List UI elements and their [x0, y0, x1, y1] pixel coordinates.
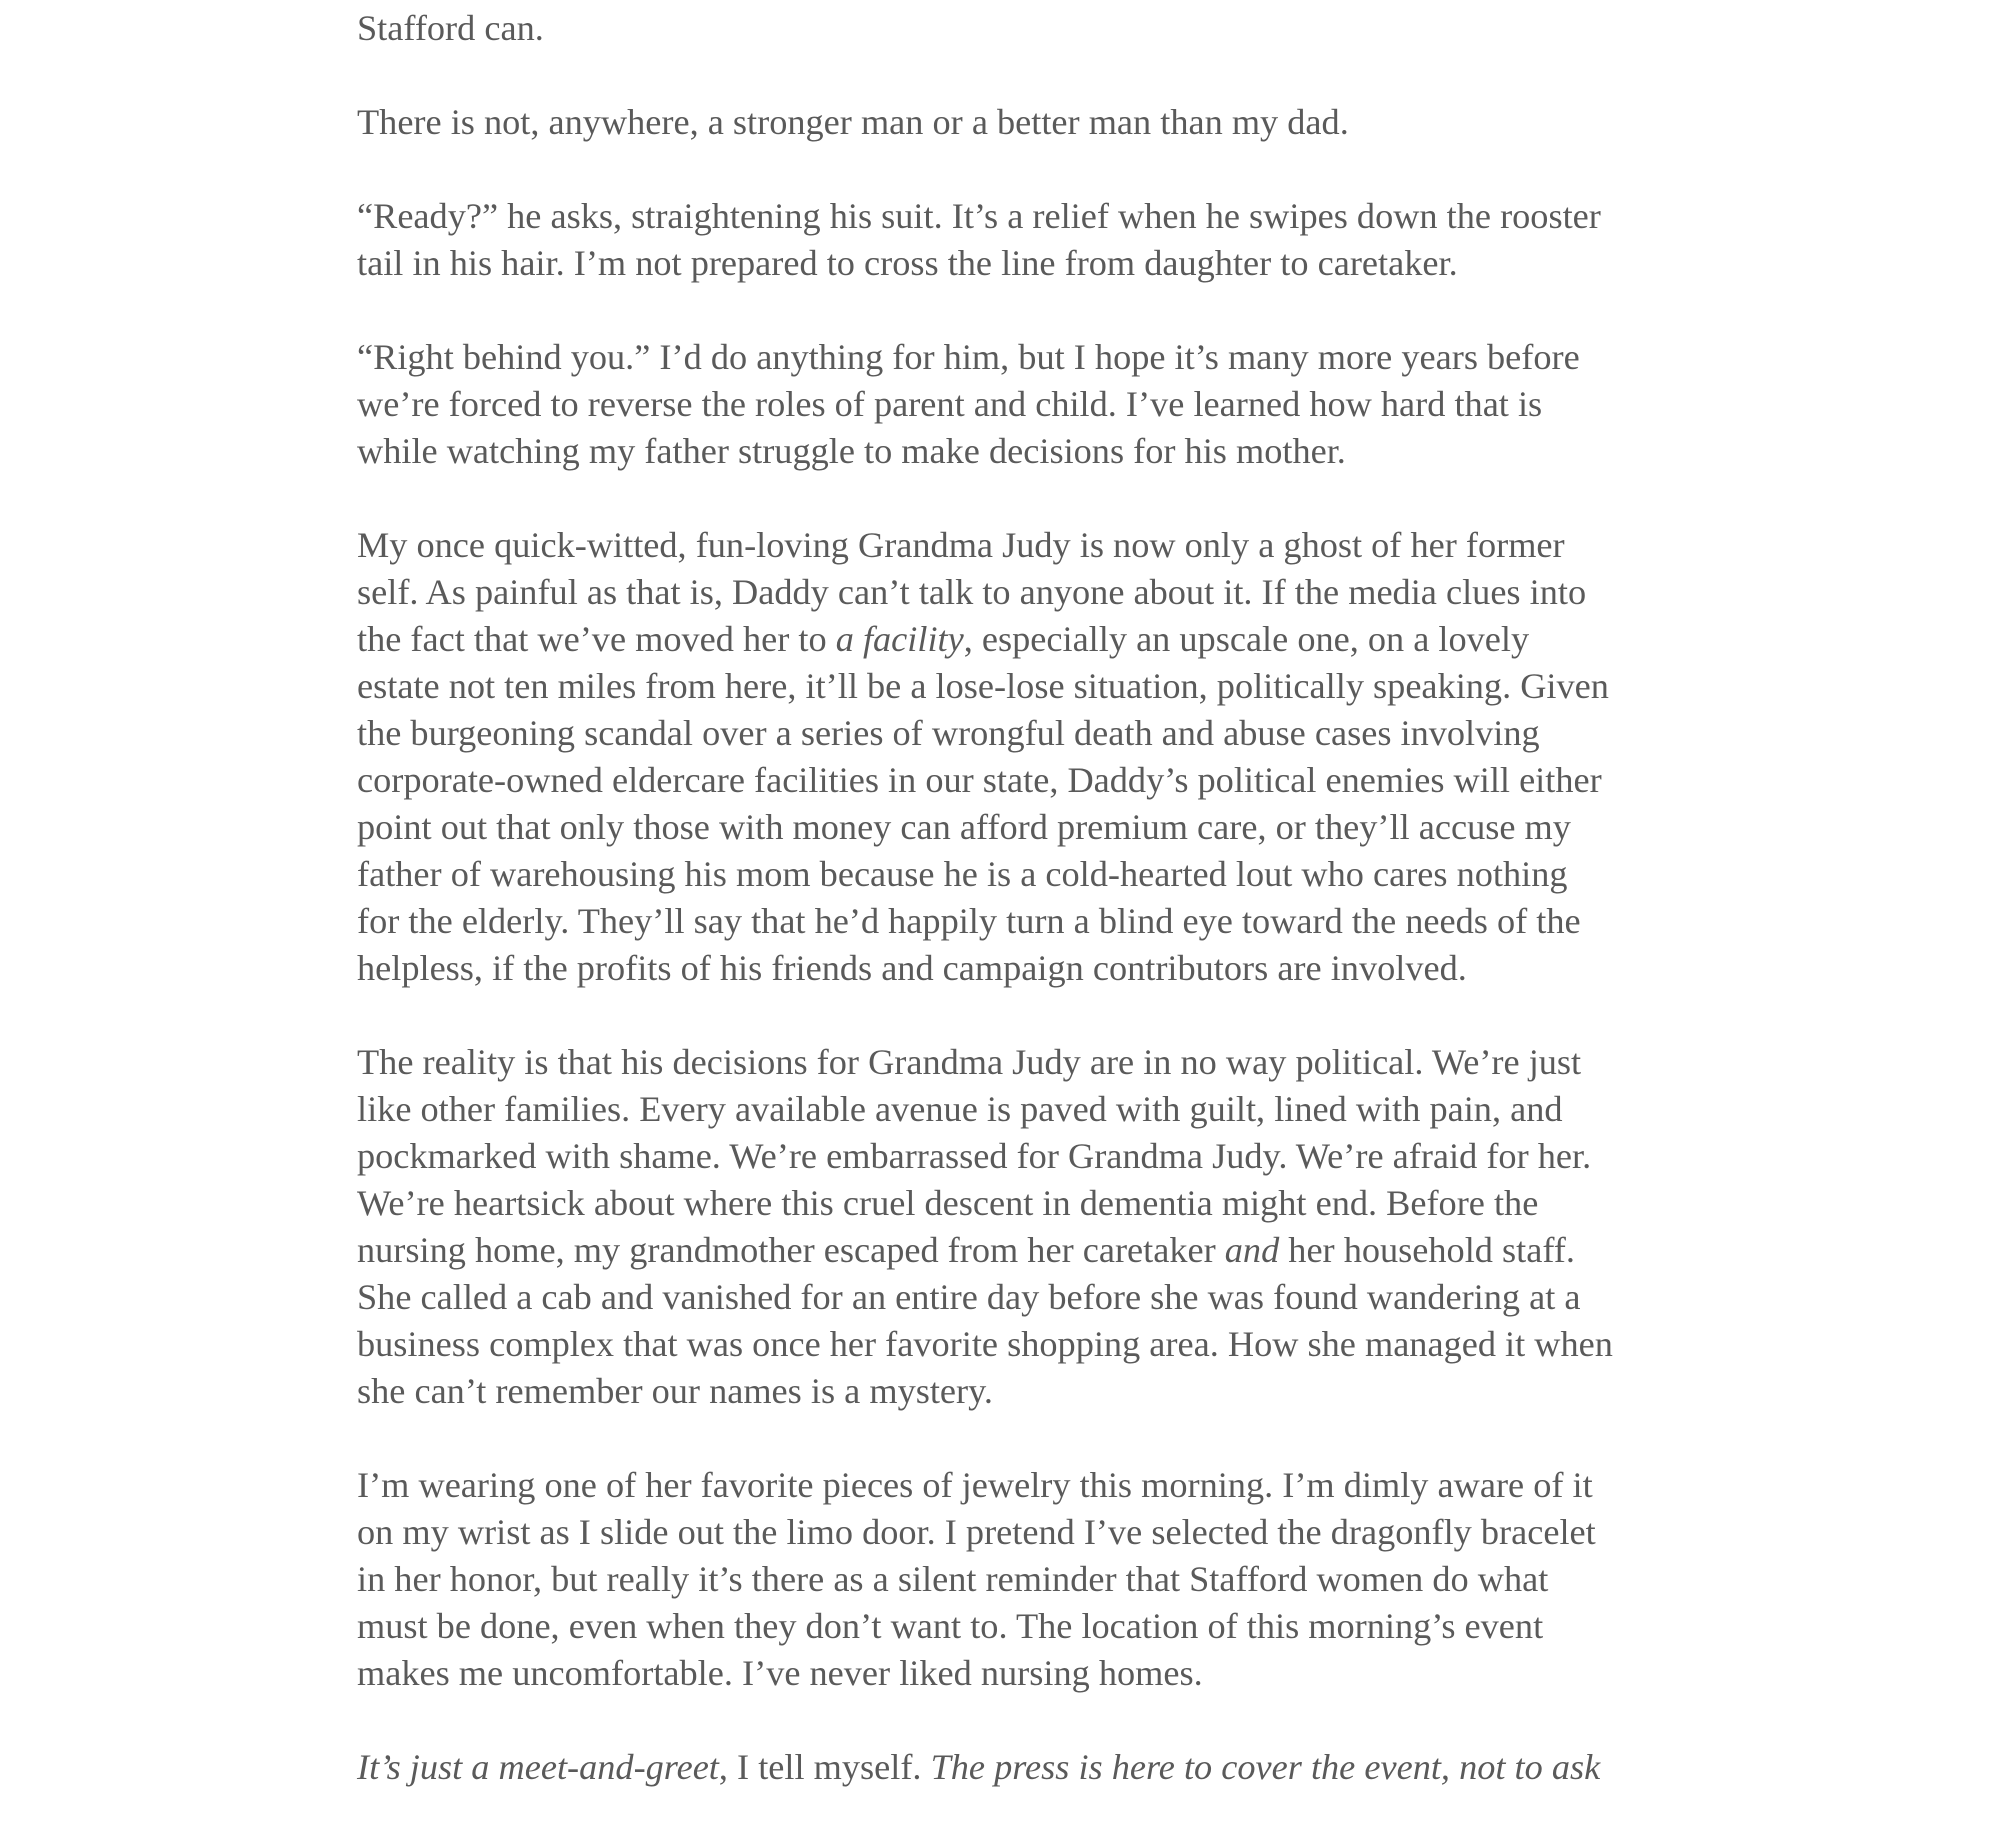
text-line [357, 1274, 1677, 1321]
text-line [357, 1039, 1677, 1086]
text-segment: The reality is that his decisions for Grandma Judy are in no way political. We’re just [357, 1042, 1582, 1082]
text-line [357, 663, 1677, 710]
text-segment: point out that only those with money can afford premium care, or they’ll accuse my [357, 807, 1571, 847]
italic-text: The press is here to cover the event, not to ask [930, 1747, 1601, 1787]
text-line [357, 1227, 1677, 1274]
text-line [357, 99, 1677, 146]
italic-text: and [1224, 1230, 1280, 1270]
text-segment: her household staff. [1279, 1230, 1575, 1270]
italic-text: It’s just a meet-and-greet [357, 1747, 719, 1787]
text-segment: makes me uncomfortable. I’ve never liked nursing homes. [357, 1653, 1203, 1693]
text-segment: We’re heartsick about where this cruel descent in dementia might end. Before the [357, 1183, 1539, 1223]
text-segment: in her honor, but really it’s there as a silent reminder that Stafford women do what [357, 1559, 1549, 1599]
text-segment: on my wrist as I slide out the limo door. I pretend I’ve selected the dragonfly bracelet [357, 1512, 1596, 1552]
text-line [357, 1180, 1677, 1227]
text-segment: pockmarked with shame. We’re embarrassed for Grandma Judy. We’re afraid for her. [357, 1136, 1592, 1176]
text-segment: the burgeoning scandal over a series of wrongful death and abuse cases involving [357, 713, 1540, 753]
text-line [357, 945, 1677, 992]
text-line [357, 1321, 1677, 1368]
text-segment: “Right behind you.” I’d do anything for him, but I hope it’s many more years before [357, 337, 1580, 377]
text-line [357, 1462, 1677, 1509]
text-line [357, 1556, 1677, 1603]
text-line [357, 757, 1677, 804]
text-line [357, 1368, 1677, 1415]
text-segment: business complex that was once her favorite shopping area. How she managed it when [357, 1324, 1613, 1364]
text-segment: , especially an upscale one, on a lovely [963, 619, 1530, 659]
text-segment: I’m wearing one of her favorite pieces of jewelry this morning. I’m dimly aware of it [357, 1465, 1593, 1505]
italic-text: a facility [835, 619, 964, 659]
text-segment: we’re forced to reverse the roles of parent and child. I’ve learned how hard that is [357, 384, 1543, 424]
paragraph [357, 5, 1677, 52]
text-line [357, 898, 1677, 945]
text-segment: she can’t remember our names is a mystery. [357, 1371, 993, 1411]
text-line [357, 1086, 1677, 1133]
text-segment: helpless, if the profits of his friends and campaign contributors are involved. [357, 948, 1467, 988]
text-segment: self. As painful as that is, Daddy can’t talk to anyone about it. If the media clues into [357, 572, 1587, 612]
text-segment: father of warehousing his mom because he is a cold-hearted lout who cares nothing [357, 854, 1568, 894]
text-segment: for the elderly. They’ll say that he’d happily turn a blind eye toward the needs of the [357, 901, 1581, 941]
text-line [357, 193, 1677, 240]
text-segment: nursing home, my grandmother escaped from her caretaker [357, 1230, 1225, 1270]
paragraph [357, 99, 1677, 146]
paragraph [357, 1744, 1677, 1791]
text-segment: must be done, even when they don’t want to. The location of this morning’s event [357, 1606, 1544, 1646]
text-line [357, 1509, 1677, 1556]
paragraph [357, 1462, 1677, 1697]
text-line [357, 334, 1677, 381]
text-segment: estate not ten miles from here, it’ll be a lose-lose situation, politically speaking. Given [357, 666, 1609, 706]
paragraph [357, 1039, 1677, 1415]
text-line [357, 428, 1677, 475]
paragraph [357, 193, 1677, 287]
text-line [357, 1650, 1677, 1697]
document-page [357, 0, 1677, 1838]
text-segment: like other families. Every available avenue is paved with guilt, lined with pain, and [357, 1089, 1563, 1129]
text-line [357, 804, 1677, 851]
text-segment: She called a cab and vanished for an entire day before she was found wandering at a [357, 1277, 1581, 1317]
paragraph [357, 334, 1677, 475]
text-line [357, 1744, 1677, 1791]
text-line [357, 381, 1677, 428]
text-line [357, 569, 1677, 616]
text-segment: My once quick-witted, fun-loving Grandma Judy is now only a ghost of her former [357, 525, 1565, 565]
paragraph [357, 522, 1677, 992]
text-line [357, 522, 1677, 569]
text-line [357, 1133, 1677, 1180]
text-segment: while watching my father struggle to make decisions for his mother. [357, 431, 1346, 471]
text-line [357, 616, 1677, 663]
text-line [357, 240, 1677, 287]
text-segment: corporate-owned eldercare facilities in our state, Daddy’s political enemies will either [357, 760, 1602, 800]
text-segment: tail in his hair. I’m not prepared to cross the line from daughter to caretaker. [357, 243, 1458, 283]
text-segment: Stafford can. [357, 8, 544, 48]
text-segment: There is not, anywhere, a stronger man or a better man than my dad. [357, 102, 1349, 142]
text-segment: , I tell myself. [718, 1747, 931, 1787]
text-line [357, 1603, 1677, 1650]
text-line [357, 710, 1677, 757]
text-line [357, 851, 1677, 898]
text-segment: the fact that we’ve moved her to [357, 619, 836, 659]
text-line [357, 5, 1677, 52]
text-segment: “Ready?” he asks, straightening his suit. It’s a relief when he swipes down the rooster [357, 196, 1601, 236]
